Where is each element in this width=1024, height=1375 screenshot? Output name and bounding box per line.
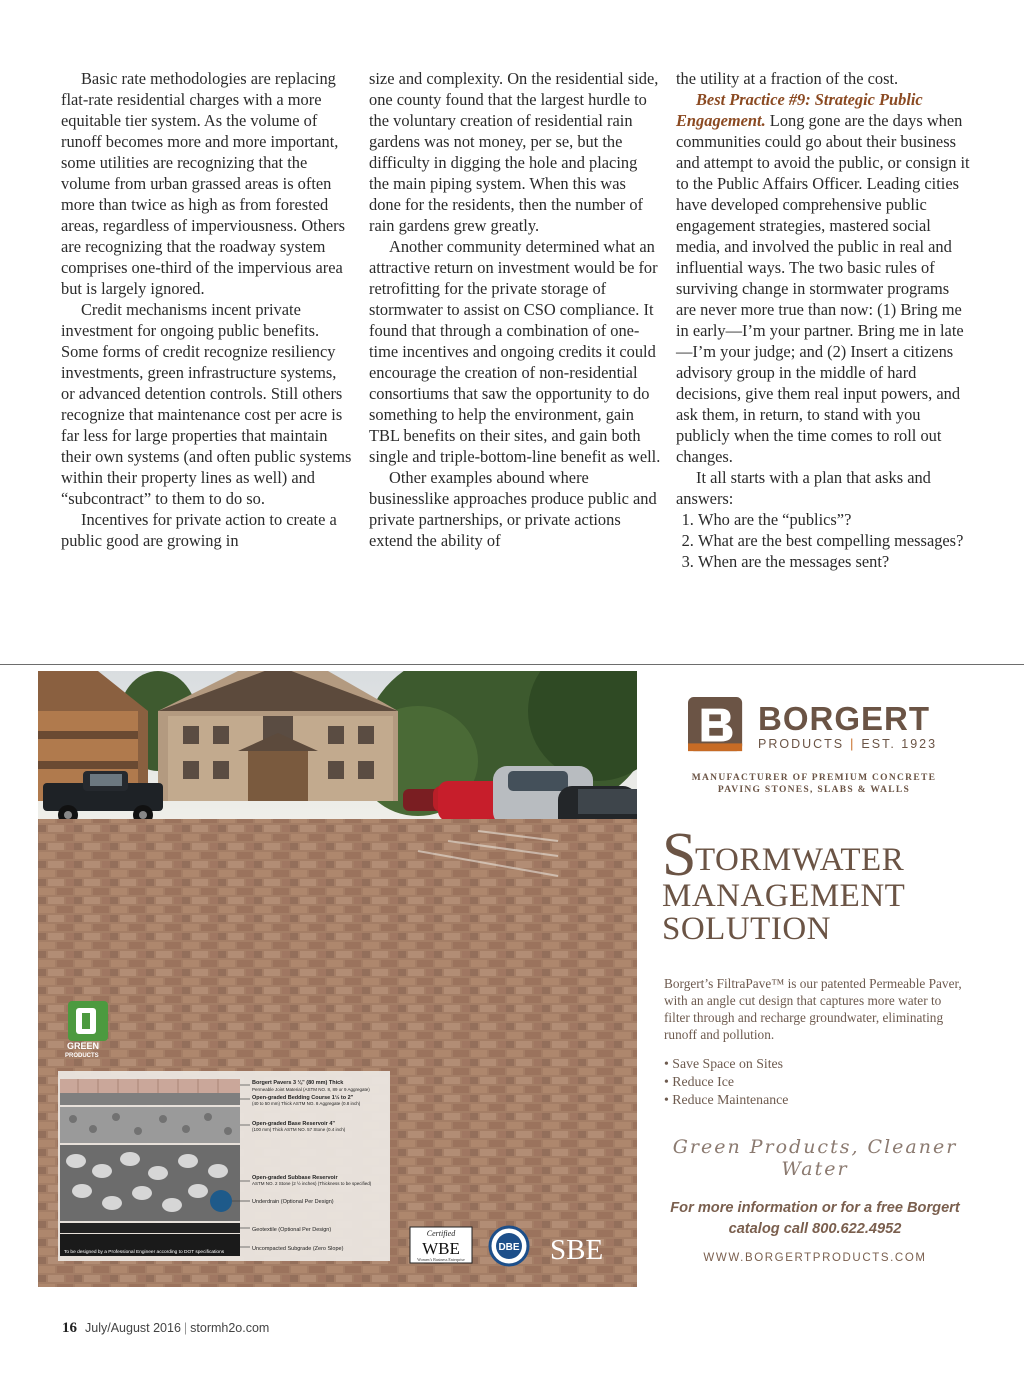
diagram-label: (100 mm) Thick ASTM NO. 57 Stone (0.4 inch) bbox=[252, 1127, 346, 1132]
diagram-label: Open-graded Base Reservoir 4" bbox=[252, 1121, 335, 1127]
badge-wbe: WBE bbox=[422, 1239, 460, 1258]
wbe-badge bbox=[410, 1227, 472, 1263]
page-number: 16 bbox=[62, 1320, 77, 1336]
ad-call-to-action: For more information or for a free Borgert catalog call 800.622.4952 bbox=[670, 1200, 960, 1237]
dbe-badge bbox=[490, 1227, 528, 1265]
badge-certified: Certified bbox=[426, 1229, 456, 1238]
tagline-line: PAVING STONES, SLABS & WALLS bbox=[717, 785, 911, 795]
brand-subtitle: PRODUCTS | EST. 1923 bbox=[758, 737, 938, 751]
borgert-logo-icon bbox=[688, 697, 746, 755]
paragraph: Incentives for private action to create a public good are growing in bbox=[61, 510, 337, 550]
headline-line: MANAGEMENT bbox=[662, 878, 906, 914]
brand-name: BORGERT bbox=[758, 700, 930, 737]
paragraph: Basic rate methodologies are replacing flat-rate residential charges with a more equitable tier system. As the volume of runoff becomes more and more important, some utilities are recognizing that the volume from urban grassed areas is often more than twice as high as from forested areas, regardless of imperviousness. Others are recognizing that the roadway system comprises one-third of the impervious area but is largely ignored. bbox=[61, 69, 346, 298]
best-practice-heading: Best Practice #9: Strategic Public Engagement. bbox=[676, 90, 923, 130]
diagram-label: Open-graded Subbase Reservoir bbox=[252, 1175, 338, 1181]
diagram-label: Borgert Pavers 3 ⅛" (80 mm) Thick bbox=[252, 1080, 344, 1086]
paragraph: Credit mechanisms incent private investment for ongoing public benefits. Some forms of credit recognize resiliency investments, green infrastructure systems, or advanced detention controls. Still others recognize that maintenance cost per acre is far less for large properties that maintain their own systems (and often public systems within their property lines as well) and “subcontract” to them to do so. bbox=[61, 300, 352, 508]
paragraph: Other examples abound where businesslike approaches produce public and private partnerships, or private actions extend the ability of bbox=[369, 468, 657, 550]
ad-website-link[interactable]: WWW.BORGERTPRODUCTS.COM bbox=[703, 1252, 927, 1264]
diagram-label: Permeable Joint Material (ASTM NO. 8, 89 or 9 Aggregate) bbox=[252, 1087, 370, 1092]
section-divider bbox=[0, 664, 1024, 665]
headline-line: SOLUTION bbox=[662, 911, 831, 947]
diagram-label: Geotextile (Optional Per Design) bbox=[252, 1227, 332, 1233]
badge-dbe: DBE bbox=[498, 1242, 520, 1253]
green-logo-line2: PRODUCTS bbox=[65, 1053, 99, 1059]
ad-photo bbox=[38, 671, 637, 1287]
diagram-footnote: To be designed by a Professional Engineer according to DOT specifications bbox=[64, 1250, 225, 1255]
paragraph: the utility at a fraction of the cost. bbox=[676, 69, 899, 88]
article-column-2 bbox=[369, 68, 661, 551]
headline-dropcap: S bbox=[662, 821, 697, 889]
ad-bullets bbox=[664, 1055, 964, 1109]
diagram-label: (40 to 50 mm) Thick ASTM NO. 8 Aggregate (0.8 inch) bbox=[252, 1101, 361, 1106]
brand-est: EST. 1923 bbox=[861, 737, 938, 751]
list-item: 2. What are the best compelling messages? bbox=[698, 530, 972, 551]
ad-tagline bbox=[664, 772, 964, 796]
paragraph: Another community determined what an attractive return on investment would be for retrofitting for the private storage of stormwater to assist on CSO compliance. It found that through a combination of one-time incentives and ongoing credits it could encourage the creation of non-residential consortiums that saw the opportunity to do something to help the environment, gain TBL benefits on their sites, and gain both single and triple-bottom-line benefit as well. bbox=[369, 237, 661, 466]
list-item: 1. Who are the “publics”? bbox=[698, 509, 972, 530]
best-practice-paragraph bbox=[676, 89, 972, 467]
article-column-1 bbox=[61, 68, 353, 551]
bullet-item: • Save Space on Sites bbox=[664, 1055, 964, 1073]
badge-sbe: SBE bbox=[550, 1234, 604, 1266]
diagram-label: Uncompacted Subgrade (Zero Slope) bbox=[252, 1246, 344, 1252]
best-practice-text: Long gone are the days when communities could go about their business and attempt to avoid the public, or consign it to the Public Affairs Officer. Leading cities have developed comprehensive public engagement strategies, mastered social media, and involved the public in real and influential ways. The two basic rules of surviving change in stormwater programs are never more true than now: (1) Bring me in early—I’m your partner. Bring me in late—I’m your judge; and (2) Insert a citizens advisory group in the middle of hard decisions, give them real input powers, and ask them, in return, to stand with you publicly when the time comes to roll out changes. bbox=[676, 111, 970, 466]
headline-line: TORMWATER bbox=[694, 842, 905, 878]
paver-cross-section-diagram bbox=[58, 1071, 390, 1261]
bullet-item: • Reduce Ice bbox=[664, 1073, 964, 1091]
ad-script-slogan: Green Products, Cleaner Water bbox=[672, 1136, 958, 1180]
tagline-line: MANUFACTURER OF PREMIUM CONCRETE bbox=[691, 773, 937, 783]
page-footer: 16 July/August 2016 | stormh2o.com bbox=[62, 1320, 270, 1336]
brand-products: PRODUCTS bbox=[758, 737, 845, 751]
issue-date: July/August 2016 bbox=[85, 1321, 181, 1335]
paragraph: It all starts with a plan that asks and answers: bbox=[676, 468, 931, 508]
question-list bbox=[676, 509, 972, 572]
badge-wbe-sub: Women’s Business Enterprise bbox=[417, 1257, 465, 1262]
green-logo-line1: GREEN bbox=[67, 1041, 100, 1051]
diagram-label: Open-graded Bedding Course 1½ to 2" bbox=[252, 1095, 354, 1101]
paragraph: size and complexity. On the residential side, one county found that the largest hurdle to the voluntary creation of residential rain gardens was not money, per se, but the difficulty in digging the hole and placing the main piping system. When this was done for the residents, then the number of rain gardens grew greatly. bbox=[369, 69, 659, 235]
list-item: 3. When are the messages sent? bbox=[698, 551, 972, 572]
site-link[interactable]: stormh2o.com bbox=[190, 1321, 270, 1335]
ad-headline bbox=[662, 821, 972, 947]
diagram-label: ASTM NO. 2 Stone (2 ½ inches) (Thickness to be specified) bbox=[252, 1181, 372, 1186]
ad-body: Borgert’s FiltraPave™ is our patented Permeable Paver, with an angle cut design that captures more water to filter through and recharge groundwater, eliminating runoff and pollution. bbox=[664, 976, 962, 1042]
diagram-label: Underdrain (Optional Per Design) bbox=[252, 1199, 334, 1205]
bullet-item: • Reduce Maintenance bbox=[664, 1091, 964, 1109]
article-column-3 bbox=[676, 68, 972, 572]
